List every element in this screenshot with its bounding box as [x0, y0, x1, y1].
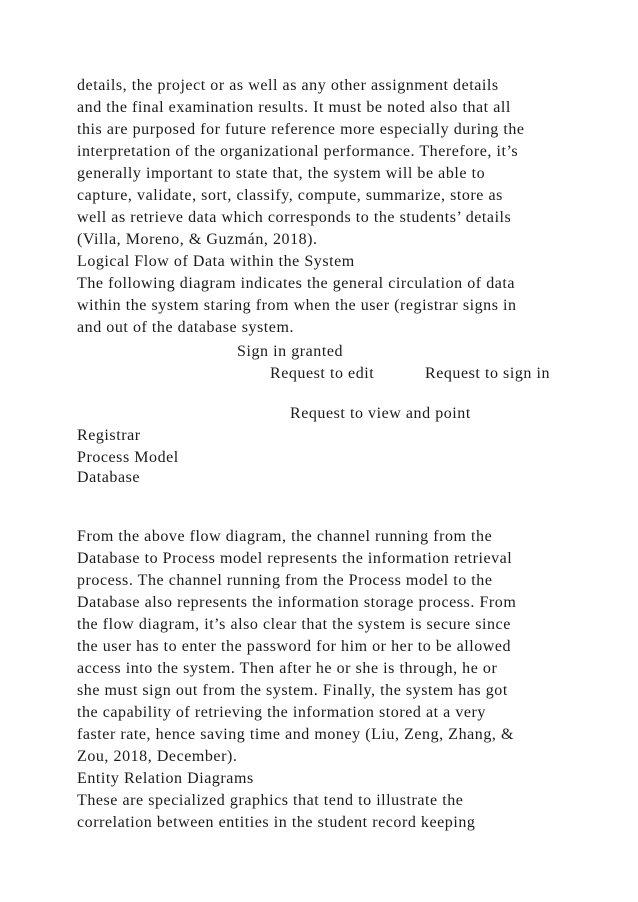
- text-line: and out of the database system.: [77, 319, 294, 336]
- diagram-label-registrar: Registrar: [77, 427, 141, 444]
- section-heading-logical-flow: Logical Flow of Data within the System: [77, 253, 355, 270]
- diagram-label-process-model: Process Model: [77, 449, 179, 466]
- text-line: The following diagram indicates the general circulation of data: [77, 275, 516, 292]
- text-line: and the final examination results. It must be noted also that all: [77, 99, 511, 116]
- text-line: well as retrieve data which corresponds to the students’ details: [77, 209, 512, 226]
- text-line: she must sign out from the system. Finally, the system has got: [77, 682, 508, 699]
- text-line: (Villa, Moreno, & Guzmán, 2018).: [77, 231, 318, 248]
- text-line: details, the project or as well as any other assignment details: [77, 77, 499, 94]
- text-line: process. The channel running from the Process model to the: [77, 572, 493, 589]
- text-line: the capability of retrieving the information stored at a very: [77, 704, 486, 721]
- text-line: Zou, 2018, December).: [77, 748, 238, 765]
- text-line: the user has to enter the password for him or her to be allowed: [77, 638, 512, 655]
- text-line: correlation between entities in the student record keeping: [77, 814, 476, 831]
- section-heading-entity-relation: Entity Relation Diagrams: [77, 770, 254, 787]
- diagram-label-request-to-edit: Request to edit: [270, 365, 375, 382]
- text-line: capture, validate, sort, classify, compute, summarize, store as: [77, 187, 503, 204]
- text-line: Database also represents the information storage process. From: [77, 594, 517, 611]
- text-line: generally important to state that, the system will be able to: [77, 165, 486, 182]
- diagram-label-request-to-sign-in: Request to sign in: [425, 365, 551, 382]
- text-line: access into the system. Then after he or she is through, he or: [77, 660, 498, 677]
- diagram-label-sign-in-granted: Sign in granted: [237, 343, 344, 360]
- text-line: These are specialized graphics that tend to illustrate the: [77, 792, 464, 809]
- diagram-label-request-to-view: Request to view and point: [290, 405, 471, 422]
- text-line: within the system staring from when the user (registrar signs in: [77, 297, 517, 314]
- text-line: the flow diagram, it’s also clear that the system is secure since: [77, 616, 511, 633]
- text-line: From the above flow diagram, the channel running from the: [77, 528, 493, 545]
- text-line: this are purposed for future reference more especially during the: [77, 121, 525, 138]
- text-line: interpretation of the organizational performance. Therefore, it’s: [77, 143, 519, 160]
- text-line: faster rate, hence saving time and money (Liu, Zeng, Zhang, &: [77, 726, 514, 743]
- text-line: Database to Process model represents the information retrieval: [77, 550, 513, 567]
- diagram-label-database: Database: [77, 469, 141, 486]
